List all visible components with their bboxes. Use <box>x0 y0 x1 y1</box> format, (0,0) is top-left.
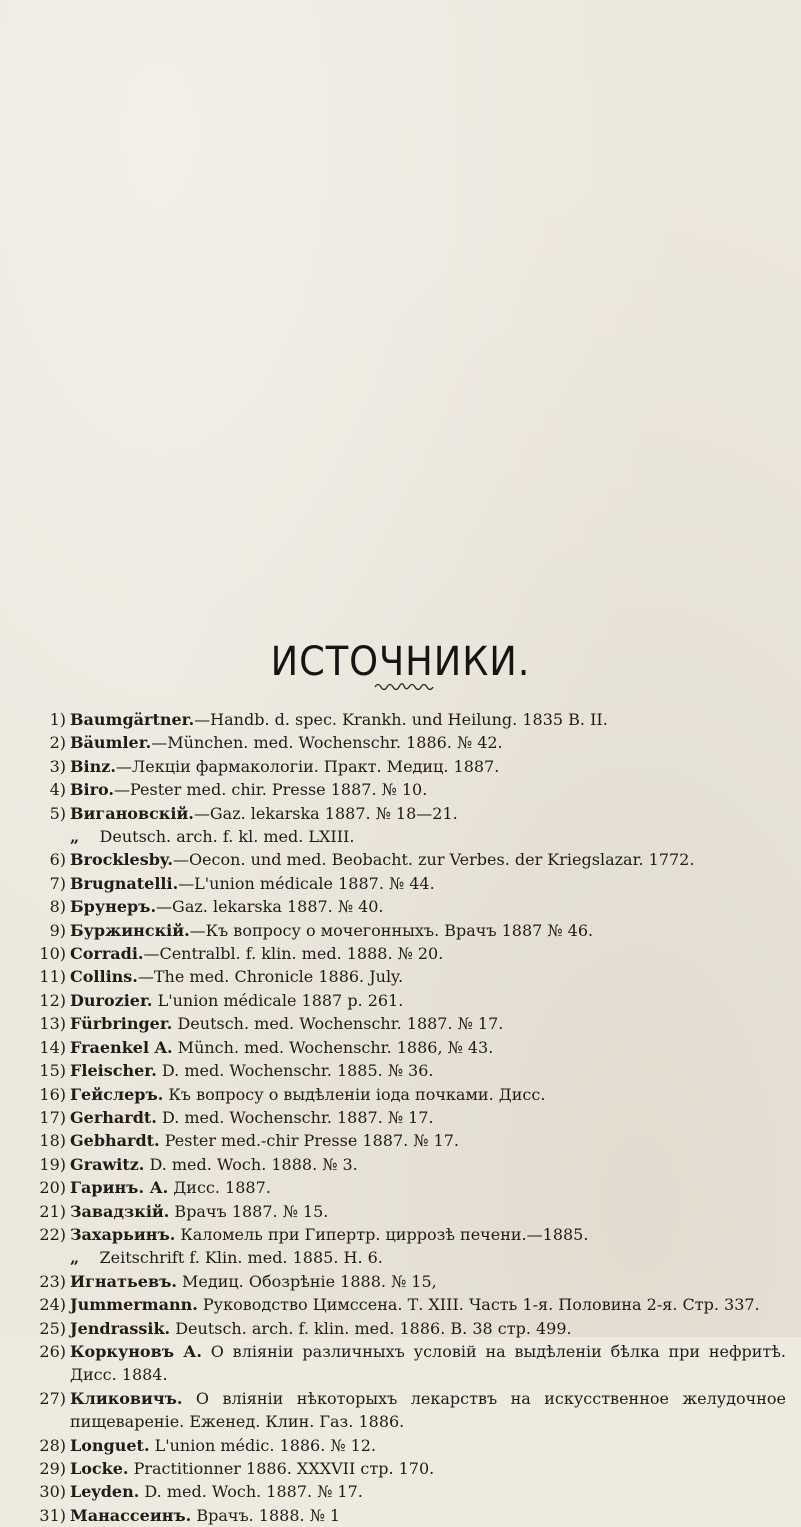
reference-number: 3) <box>49 756 66 776</box>
reference-author: Гаринъ. А. <box>70 1178 169 1198</box>
reference-number: 18) <box>39 1131 66 1151</box>
reference-text: Practitionner 1886. XXXVII стр. 170. <box>128 1459 435 1478</box>
reference-entry <box>34 1270 786 1293</box>
reference-number: 19) <box>39 1154 66 1174</box>
reference-number: 13) <box>39 1014 66 1034</box>
reference-entry <box>34 848 786 871</box>
reference-entry <box>34 1059 786 1082</box>
reference-number: 28) <box>39 1435 66 1455</box>
reference-number: 27) <box>39 1388 66 1408</box>
reference-author: Collins. <box>70 967 138 987</box>
reference-text: —München. med. Wochenschr. 1886. № 42. <box>151 733 503 753</box>
reference-entry <box>34 942 786 965</box>
reference-text: Deutsch. arch. f. kl. med. LXIII. <box>79 827 355 847</box>
reference-text: —L'union médicale 1887. № 44. <box>178 873 435 893</box>
reference-text: D. med. Wochenschr. 1887. № 17. <box>156 1107 434 1127</box>
reference-number: 10) <box>39 944 66 964</box>
reference-number: 11) <box>39 967 66 987</box>
reference-number: 25) <box>39 1318 66 1338</box>
reference-author: Grawitz. <box>70 1154 145 1174</box>
reference-number: 23) <box>39 1271 66 1291</box>
reference-entry <box>34 1153 786 1176</box>
reference-author: Brugnatelli. <box>70 873 179 893</box>
reference-author: Longuet. <box>70 1435 150 1455</box>
reference-author: Брунеръ. <box>70 897 157 917</box>
reference-text: —Pester med. chir. Presse 1887. № 10. <box>114 780 428 800</box>
reference-text: —Gaz. lekarska 1887. № 18—21. <box>193 803 458 823</box>
reference-number: 6) <box>49 850 66 870</box>
reference-text: Zeitschrift f. Klin. med. 1885. H. 6. <box>79 1248 383 1268</box>
reference-text: Дисс. 1887. <box>168 1178 271 1198</box>
reference-number: 21) <box>39 1201 66 1221</box>
reference-author: Коркуновъ А. <box>70 1341 202 1361</box>
reference-number: 2) <box>49 733 66 753</box>
reference-entry <box>34 1293 786 1316</box>
reference-number: 15) <box>39 1061 66 1081</box>
reference-text: —Oecon. und med. Beobacht. zur Verbes. der Kriegslazar. 1772. <box>172 850 695 870</box>
reference-author: Вигановскій. <box>70 803 194 823</box>
reference-entry <box>34 825 786 848</box>
reference-author: Игнатьевъ. <box>70 1271 177 1291</box>
reference-author: „ <box>70 1248 80 1268</box>
reference-entry <box>34 1504 786 1527</box>
reference-author: Gebhardt. <box>70 1131 160 1151</box>
reference-author: Jendrassik. <box>70 1318 171 1338</box>
reference-text: Руководство Цимссена. Т. XIII. Часть 1-я. Половина 2-я. Стр. 337. <box>197 1295 760 1315</box>
reference-number: 29) <box>39 1459 66 1478</box>
reference-author: Манассеинъ. <box>70 1505 192 1525</box>
reference-author: „ <box>70 827 80 847</box>
reference-author: Brocklesby. <box>70 850 173 870</box>
reference-entry <box>34 755 786 778</box>
page-title: ИСТОЧНИКИ. <box>270 638 531 685</box>
ornament-divider <box>373 680 435 692</box>
reference-author: Буржинскій. <box>70 920 190 940</box>
reference-author: Corradi. <box>70 944 144 964</box>
reference-text: —Лекціи фармакологіи. Практ. Медиц. 1887. <box>115 756 500 776</box>
reference-text: D. med. Woch. 1888. № 3. <box>144 1154 358 1174</box>
reference-number: 22) <box>39 1224 66 1244</box>
reference-text: О вліяніи различныхъ условій на выдѣленіи бѣлка при нефритѣ. Дисс. 1884. <box>70 1341 792 1385</box>
reference-entry <box>34 1246 786 1269</box>
reference-entry <box>34 1317 786 1340</box>
reference-entry <box>34 1480 786 1503</box>
reference-entry <box>34 802 786 825</box>
reference-author: Biro. <box>70 780 114 800</box>
reference-author: Binz. <box>70 756 116 776</box>
reference-text: Deutsch. arch. f. klin. med. 1886. B. 38 стр. 499. <box>170 1318 572 1338</box>
reference-text: D. med. Woch. 1887. № 17. <box>139 1482 363 1502</box>
reference-entry <box>34 1012 786 1035</box>
reference-number: 16) <box>39 1084 66 1104</box>
reference-entry <box>34 1340 792 1387</box>
reference-number: 4) <box>49 780 66 800</box>
reference-entry <box>34 1106 786 1129</box>
reference-text: D. med. Wochenschr. 1885. № 36. <box>156 1061 434 1081</box>
reference-number: 7) <box>49 873 66 893</box>
reference-entry <box>34 1387 792 1434</box>
reference-text: О вліяніи нѣкоторыхъ лекарствъ на искусственное желудочное пищевареніе. Еженед. Клин. Газ. 1886. <box>70 1388 792 1432</box>
reference-number: 24) <box>39 1295 66 1315</box>
reference-entry <box>34 708 786 731</box>
reference-author: Fürbringer. <box>70 1014 173 1034</box>
reference-number: 31) <box>39 1505 66 1525</box>
reference-author: Fraenkel A. <box>70 1037 173 1057</box>
reference-entry <box>34 919 786 942</box>
reference-author: Кликовичъ. <box>70 1388 183 1408</box>
reference-text: Münch. med. Wochenschr. 1886, № 43. <box>172 1037 494 1057</box>
reference-author: Leyden. <box>70 1482 140 1502</box>
reference-text: Къ вопросу о выдѣленіи іода почками. Дисс. <box>163 1084 546 1104</box>
reference-number: 12) <box>39 990 66 1010</box>
reference-entry <box>34 895 786 918</box>
reference-number: 5) <box>49 803 66 823</box>
reference-text: —Къ вопросу о мочегонныхъ. Врачъ 1887 № 46. <box>189 920 594 940</box>
reference-number: 9) <box>49 920 66 940</box>
reference-number: 30) <box>39 1482 66 1502</box>
reference-number: 8) <box>49 897 66 917</box>
reference-author: Fleischer. <box>70 1061 157 1081</box>
reference-number: 1) <box>49 710 66 729</box>
reference-entry <box>34 872 786 895</box>
reference-author: Durozier. <box>70 990 153 1010</box>
reference-author: Завадзкій. <box>70 1201 170 1221</box>
reference-author: Захарьинъ. <box>70 1224 176 1244</box>
reference-text: Deutsch. med. Wochenschr. 1887. № 17. <box>172 1014 504 1034</box>
reference-entry <box>34 1083 786 1106</box>
reference-text: Врачъ. 1888. № 1 <box>191 1505 341 1525</box>
reference-text: Медиц. Обозрѣніе 1888. № 15, <box>176 1271 437 1291</box>
reference-entry <box>34 1036 786 1059</box>
reference-entry <box>34 778 786 801</box>
reference-text: —Handb. d. spec. Krankh. und Heilung. 1835 B. II. <box>194 710 608 729</box>
reference-text: L'union médic. 1886. № 12. <box>149 1435 377 1455</box>
reference-entry <box>34 731 786 754</box>
reference-entry <box>34 1176 786 1199</box>
reference-number: 17) <box>39 1107 66 1127</box>
reference-author: Baumgärtner. <box>70 710 195 729</box>
reference-author: Locke. <box>70 1459 129 1478</box>
reference-text: Врачъ 1887. № 15. <box>169 1201 329 1221</box>
reference-number: 26) <box>39 1341 66 1361</box>
reference-text: Pester med.-chir Presse 1887. № 17. <box>159 1131 459 1151</box>
reference-text: —Centralbl. f. klin. med. 1888. № 20. <box>143 944 444 964</box>
reference-number: 20) <box>39 1178 66 1198</box>
reference-text: Каломель при Гипертр. циррозѣ печени.—1885. <box>175 1224 589 1244</box>
reference-entry <box>34 1200 786 1223</box>
reference-list <box>34 708 792 1527</box>
reference-text: L'union médicale 1887 p. 261. <box>152 990 404 1010</box>
reference-number: 14) <box>39 1037 66 1057</box>
reference-text: —Gaz. lekarska 1887. № 40. <box>156 897 384 917</box>
reference-entry <box>34 1457 786 1480</box>
reference-author: Гейслеръ. <box>70 1084 164 1104</box>
reference-author: Gerhardt. <box>70 1107 157 1127</box>
reference-entry <box>34 1223 786 1246</box>
reference-entry <box>34 989 786 1012</box>
reference-author: Bäumler. <box>70 733 152 753</box>
reference-text: —The med. Chronicle 1886. July. <box>137 967 404 987</box>
reference-entry <box>34 965 786 988</box>
reference-entry <box>34 1129 786 1152</box>
reference-author: Jummermann. <box>70 1295 198 1315</box>
reference-entry <box>34 1434 786 1457</box>
